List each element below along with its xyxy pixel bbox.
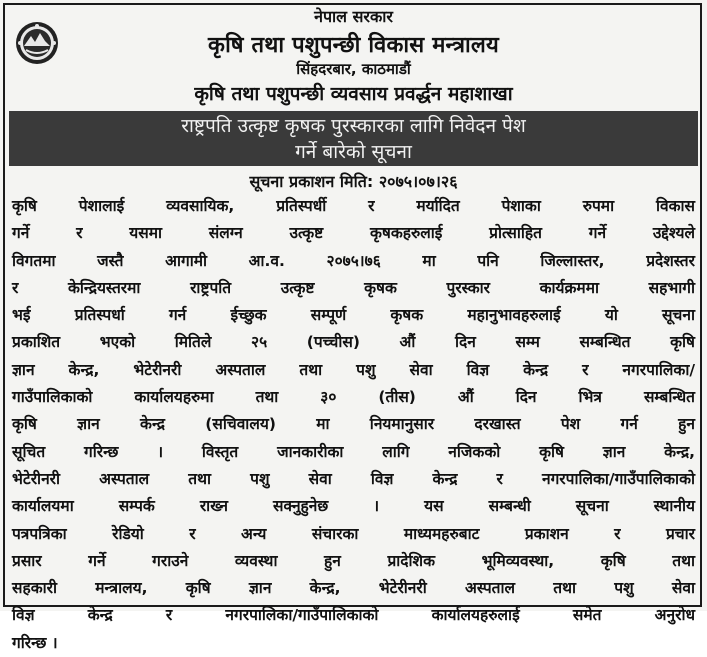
body-line: कार्यालयमा सम्पर्क राख्न सक्नुहुनेछ । यस सम्बन्धी सूचना स्थानीय — [12, 497, 695, 516]
notice-title-line: गर्ने बारेको सूचना — [295, 141, 412, 163]
body-line: भई प्रतिस्पर्धा गर्न ईच्छुक सम्पूर्ण कृषक महानुभावहरुलाई यो सूचना — [12, 306, 695, 325]
notice-title-line: राष्ट्रपति उत्कृष्ट कृषक पुरस्कारका लागि निवेदन पेश — [181, 115, 526, 137]
body-line: गाउँपालिकाको कार्यालयहरुमा तथा ३० (तीस) औं दिन भित्र सम्बन्धित — [12, 388, 695, 407]
body-line: प्रकाशित भएको मितिले २५ (पच्चीस) औं दिन सम्म सम्बन्धित कृषि — [12, 333, 695, 352]
notice-title-banner — [9, 111, 698, 166]
body-line: विगतमा जस्तै आगामी आ.व. २०७५।७६ मा पनि जिल्लास्तर, प्रदेशस्तर — [12, 251, 695, 270]
publication-date: सूचना प्रकाशन मिति: २०७५।०७।२६ — [249, 172, 458, 191]
ministry-name: कृषि तथा पशुपन्छी विकास मन्त्रालय — [207, 33, 500, 58]
body-line: सहकारी मन्त्रालय, कृषि ज्ञान केन्द्र, भेटेरीनरी अस्पताल तथा पशु सेवा — [12, 579, 695, 598]
government-name: नेपाल सरकार — [314, 7, 393, 26]
body-line: कृषि पेशालाई व्यवसायिक, प्रतिस्पर्धी र मर्यादित पेशाका रुपमा विकास — [12, 197, 695, 215]
division-name: कृषि तथा पशुपन्छी व्यवसाय प्रवर्द्धन महाशाखा — [194, 83, 513, 105]
body-line: र केन्द्रियस्तरमा राष्ट्रपति उत्कृष्ट कृषक पुरस्कार कार्यक्रममा सहभागी — [12, 278, 695, 297]
body-line: विज्ञ केन्द्र र नगरपालिका/गाउँपालिकाको कार्यालयहरुलाई समेत अनुरोध — [12, 606, 695, 625]
body-line: ज्ञान केन्द्र, भेटेरीनरी अस्पताल तथा पशु सेवा विज्ञ केन्द्र र नगरपालिका/ — [12, 360, 695, 379]
body-line: भेटेरीनरी अस्पताल तथा पशु सेवा विज्ञ केन्द्र र नगरपालिका/गाउँपालिकाको — [12, 469, 695, 488]
body-line: कृषि ज्ञान केन्द्र (सचिवालय) मा नियमानुसार दरखास्त पेश गर्न हुन — [12, 415, 695, 434]
body-line: गरिन्छ । — [12, 633, 58, 652]
body-line: पत्रपत्रिका रेडियो र अन्य संचारका माध्यमहरुबाट प्रकाशन र प्रचार — [12, 524, 695, 543]
ministry-address: सिंहदरबार, काठमाडौं — [296, 60, 411, 78]
body-line: प्रसार गर्ने गराउने व्यवस्था हुन प्रादेशिक भूमिव्यवस्था, कृषि तथा — [12, 551, 695, 570]
notice-body — [12, 193, 695, 657]
body-line: सूचित गरिन्छ । विस्तृत जानकारीका लागि नजिकको कृषि ज्ञान केन्द्र, — [12, 442, 695, 461]
body-line: गर्ने र यसमा संलग्न उत्कृष्ट कृषकहरुलाई प्रोत्साहित गर्ने उद्देश्यले — [12, 224, 695, 243]
